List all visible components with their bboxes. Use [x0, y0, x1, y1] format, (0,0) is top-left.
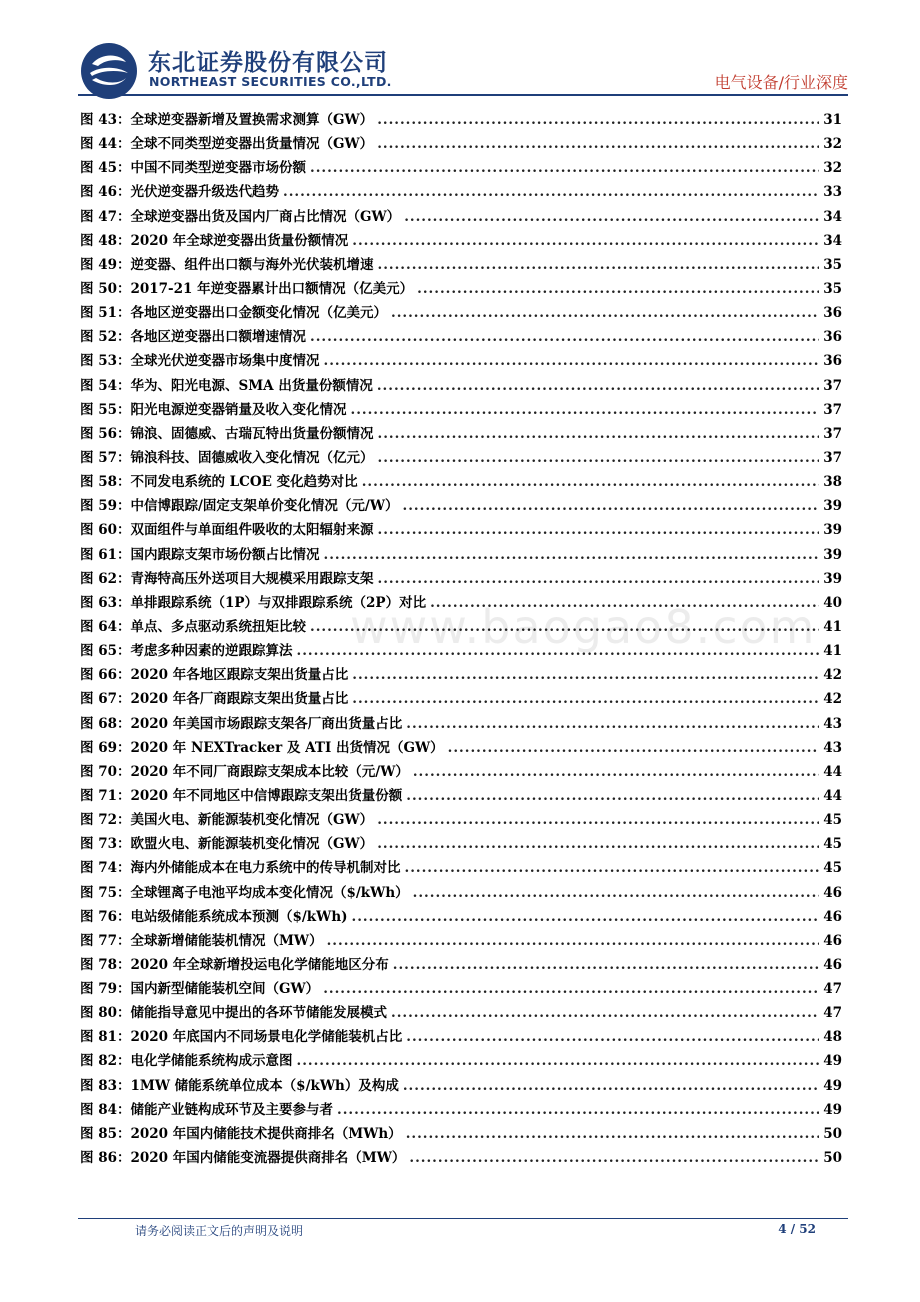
toc-entry-label[interactable]: 图 65：考虑多种因素的逆跟踪算法: [80, 643, 293, 660]
toc-entry-page[interactable]: 32: [823, 160, 842, 177]
toc-entry-page[interactable]: 46: [823, 908, 842, 925]
toc-leader-dots: [377, 108, 819, 132]
toc-leader-dots: [352, 905, 820, 929]
toc-leader-dots: [310, 325, 819, 349]
toc-leader-dots: [430, 591, 819, 615]
toc-entry-label[interactable]: 图 58：不同发电系统的 LCOE 变化趋势对比: [80, 474, 358, 491]
toc-entry-label[interactable]: 图 80：储能指导意见中提出的各环节储能发展模式: [80, 1005, 387, 1022]
toc-leader-dots: [324, 349, 820, 373]
toc-entry[interactable]: [80, 856, 842, 880]
toc-leader-dots: [405, 856, 820, 880]
toc-entry-label[interactable]: 图 56：锦浪、固德威、古瑞瓦特出货量份额情况: [80, 425, 374, 442]
toc-entry-label[interactable]: 图 48：2020 年全球逆变器出货量份额情况: [80, 232, 349, 249]
toc-entry[interactable]: [80, 1098, 842, 1122]
toc-entry-label[interactable]: 图 68：2020 年美国市场跟踪支架各厂商出货量占比: [80, 715, 403, 732]
toc-leader-dots: [323, 977, 819, 1001]
toc-entry[interactable]: [80, 736, 842, 760]
toc-entry-page[interactable]: 50: [823, 1125, 842, 1142]
toc-leader-dots: [310, 156, 819, 180]
toc-entry-label[interactable]: 图 64：单点、多点驱动系统扭矩比较: [80, 618, 306, 635]
toc-leader-dots: [352, 229, 819, 253]
toc-entry[interactable]: [80, 156, 842, 180]
toc-leader-dots: [283, 180, 819, 204]
toc-entry[interactable]: [80, 205, 842, 229]
toc-entry-page[interactable]: 37: [823, 401, 842, 418]
toc-entry-page[interactable]: 47: [823, 1005, 842, 1022]
toc-leader-dots: [377, 832, 819, 856]
toc-entry[interactable]: [80, 518, 842, 542]
toc-entry-page[interactable]: 50: [823, 1150, 842, 1167]
toc-entry[interactable]: [80, 132, 842, 156]
toc-entry-page[interactable]: 45: [823, 836, 842, 853]
toc-leader-dots: [448, 736, 820, 760]
toc-leader-dots: [378, 518, 820, 542]
toc-entry-label[interactable]: 图 55：阳光电源逆变器销量及收入变化情况: [80, 401, 347, 418]
toc-entry[interactable]: [80, 567, 842, 591]
toc-entry-page[interactable]: 39: [823, 498, 842, 515]
toc-entry-label[interactable]: 图 45：中国不同类型逆变器市场份额: [80, 160, 306, 177]
toc-leader-dots: [324, 543, 820, 567]
toc-entry-page[interactable]: 42: [823, 667, 842, 684]
toc-entry[interactable]: [80, 808, 842, 832]
toc-leader-dots: [377, 808, 819, 832]
toc-entry-label[interactable]: 图 50：2017-21 年逆变器累计出口额情况（亿美元）: [80, 280, 414, 297]
toc-entry-label[interactable]: 图 46：光伏逆变器升级迭代趋势: [80, 184, 279, 201]
toc-entry-label[interactable]: 图 61：国内跟踪支架市场份额占比情况: [80, 546, 320, 563]
toc-entry-page[interactable]: 38: [823, 474, 842, 491]
toc-entry[interactable]: [80, 301, 842, 325]
toc-entry-label[interactable]: 图 67：2020 年各厂商跟踪支架出货量占比: [80, 691, 349, 708]
toc-leader-dots: [391, 1001, 819, 1025]
toc-entry-label[interactable]: 图 52：各地区逆变器出口额增速情况: [80, 329, 306, 346]
toc-entry[interactable]: [80, 953, 842, 977]
toc-entry[interactable]: [80, 1001, 842, 1025]
toc-entry[interactable]: [80, 977, 842, 1001]
toc-entry-page[interactable]: 39: [823, 570, 842, 587]
toc-leader-dots: [378, 422, 820, 446]
toc-leader-dots: [378, 253, 820, 277]
toc-entry-label[interactable]: 图 85：2020 年国内储能技术提供商排名（MWh）: [80, 1125, 402, 1142]
toc-entry-label[interactable]: 图 86：2020 年国内储能变流器提供商排名（MW）: [80, 1150, 406, 1167]
toc-leader-dots: [377, 374, 819, 398]
toc-leader-dots: [378, 446, 820, 470]
toc-leader-dots: [327, 929, 820, 953]
toc-leader-dots: [403, 494, 820, 518]
company-name-en: NORTHEAST SECURITIES CO.,LTD.: [149, 74, 392, 89]
toc-entry-label[interactable]: 图 77：全球新增储能装机情况（MW）: [80, 932, 323, 949]
toc-entry-label[interactable]: 图 73：欧盟火电、新能源装机变化情况（GW）: [80, 836, 374, 853]
toc-entry-page[interactable]: 34: [823, 208, 842, 225]
toc-entry[interactable]: [80, 374, 842, 398]
toc-entry-label[interactable]: 图 66：2020 年各地区跟踪支架出货量占比: [80, 667, 349, 684]
toc-entry[interactable]: [80, 905, 842, 929]
toc-entry[interactable]: [80, 1146, 842, 1170]
toc-entry[interactable]: [80, 229, 842, 253]
toc-entry-label[interactable]: 图 54：华为、阳光电源、SMA 出货量份额情况: [80, 377, 373, 394]
toc-leader-dots: [310, 615, 819, 639]
toc-leader-dots: [413, 760, 819, 784]
toc-entry[interactable]: [80, 325, 842, 349]
toc-leader-dots: [406, 1025, 819, 1049]
section-label: 电气设备/行业深度: [714, 73, 848, 92]
toc-entry[interactable]: [80, 1122, 842, 1146]
toc-entry-page[interactable]: 48: [823, 1029, 842, 1046]
toc-entry-label[interactable]: 图 51：各地区逆变器出口金额变化情况（亿美元）: [80, 305, 387, 322]
toc-entry-page[interactable]: 43: [823, 715, 842, 732]
toc-entry-label[interactable]: 图 79：国内新型储能装机空间（GW）: [80, 981, 320, 998]
toc-leader-dots: [337, 1098, 819, 1122]
page-header: [0, 0, 920, 100]
toc-entry-label[interactable]: 图 63：单排跟踪系统（1P）与双排跟踪系统（2P）对比: [80, 594, 427, 611]
toc-entry[interactable]: [80, 1049, 842, 1073]
toc-leader-dots: [297, 639, 820, 663]
toc-entry[interactable]: [80, 494, 842, 518]
toc-leader-dots: [409, 1146, 819, 1170]
toc-entry-page[interactable]: 44: [823, 763, 842, 780]
toc-entry[interactable]: [80, 712, 842, 736]
toc-entry-page[interactable]: 32: [823, 136, 842, 153]
toc-entry[interactable]: [80, 543, 842, 567]
toc-entry-page[interactable]: 35: [823, 280, 842, 297]
toc-leader-dots: [413, 881, 820, 905]
toc-entry-label[interactable]: 图 49：逆变器、组件出口额与海外光伏装机增速: [80, 256, 374, 273]
toc-entry-page[interactable]: 49: [823, 1077, 842, 1094]
figure-list: [80, 108, 842, 1170]
toc-entry[interactable]: [80, 349, 842, 373]
toc-entry-label[interactable]: 图 69：2020 年 NEXTracker 及 ATI 出货情况（GW）: [80, 739, 444, 756]
toc-entry-page[interactable]: 33: [823, 184, 842, 201]
toc-entry-page[interactable]: 37: [823, 377, 842, 394]
toc-entry-page[interactable]: 36: [823, 305, 842, 322]
toc-entry[interactable]: [80, 180, 842, 204]
toc-entry-label[interactable]: 图 62：青海特高压外送项目大规模采用跟踪支架: [80, 570, 374, 587]
toc-entry-page[interactable]: 36: [823, 353, 842, 370]
toc-entry-label[interactable]: 图 47：全球逆变器出货及国内厂商占比情况（GW）: [80, 208, 401, 225]
toc-entry-page[interactable]: 49: [823, 1053, 842, 1070]
toc-entry[interactable]: [80, 446, 842, 470]
toc-entry[interactable]: [80, 422, 842, 446]
toc-entry-label[interactable]: 图 57：锦浪科技、固德威收入变化情况（亿元）: [80, 449, 374, 466]
toc-leader-dots: [391, 301, 819, 325]
toc-entry[interactable]: [80, 1025, 842, 1049]
toc-leader-dots: [352, 663, 819, 687]
toc-entry-page[interactable]: 49: [823, 1101, 842, 1118]
toc-entry-label[interactable]: 图 44：全球不同类型逆变器出货量情况（GW）: [80, 136, 374, 153]
toc-entry-label[interactable]: 图 83：1MW 储能系统单位成本（$/kWh）及构成: [80, 1077, 399, 1094]
toc-entry-page[interactable]: 36: [823, 329, 842, 346]
toc-entry-page[interactable]: 46: [823, 956, 842, 973]
company-name-cn: 东北证券股份有限公司: [148, 50, 388, 76]
toc-leader-dots: [404, 205, 819, 229]
toc-entry-page[interactable]: 35: [823, 256, 842, 273]
watermark: www.baogao8.com: [350, 600, 817, 654]
toc-entry-label[interactable]: 图 81：2020 年底国内不同场景电化学储能装机占比: [80, 1029, 403, 1046]
toc-entry-page[interactable]: 34: [823, 232, 842, 249]
toc-entry-label[interactable]: 图 78：2020 年全球新增投运电化学储能地区分布: [80, 956, 389, 973]
toc-entry-label[interactable]: 图 74：海内外储能成本在电力系统中的传导机制对比: [80, 860, 401, 877]
toc-entry-label[interactable]: 图 82：电化学储能系统构成示意图: [80, 1053, 293, 1070]
toc-entry-label[interactable]: 图 71：2020 年不同地区中信博跟踪支架出货量份额: [80, 787, 403, 804]
toc-entry-label[interactable]: 图 84：储能产业链构成环节及主要参与者: [80, 1101, 333, 1118]
toc-entry[interactable]: [80, 760, 842, 784]
toc-entry-page[interactable]: 39: [823, 522, 842, 539]
toc-entry[interactable]: [80, 687, 842, 711]
toc-entry-label[interactable]: 图 72：美国火电、新能源装机变化情况（GW）: [80, 812, 374, 829]
toc-leader-dots: [417, 277, 819, 301]
toc-entry[interactable]: [80, 639, 842, 663]
toc-entry[interactable]: [80, 277, 842, 301]
toc-leader-dots: [297, 1049, 820, 1073]
header-divider: [78, 94, 848, 96]
toc-entry-page[interactable]: 45: [823, 860, 842, 877]
company-logo-icon: [80, 42, 138, 100]
toc-entry[interactable]: [80, 591, 842, 615]
toc-entry[interactable]: [80, 663, 842, 687]
toc-entry[interactable]: [80, 881, 842, 905]
toc-leader-dots: [352, 687, 819, 711]
toc-leader-dots: [406, 784, 819, 808]
footer-divider: [78, 1218, 848, 1219]
toc-entry-page[interactable]: 43: [823, 739, 842, 756]
toc-entry-page[interactable]: 41: [823, 643, 842, 660]
toc-leader-dots: [403, 1074, 819, 1098]
toc-entry-page[interactable]: 31: [823, 112, 842, 128]
toc-entry[interactable]: [80, 470, 842, 494]
toc-entry-label[interactable]: 图 76：电站级储能系统成本预测（$/kWh): [80, 908, 348, 925]
toc-entry[interactable]: [80, 929, 842, 953]
toc-entry-label[interactable]: 图 75：全球锂离子电池平均成本变化情况（$/kWh）: [80, 884, 409, 901]
toc-entry-page[interactable]: 37: [823, 449, 842, 466]
toc-leader-dots: [377, 132, 819, 156]
toc-entry-page[interactable]: 37: [823, 425, 842, 442]
footer-disclaimer: 请务必阅读正文后的声明及说明: [135, 1224, 304, 1238]
toc-entry-page[interactable]: 46: [823, 884, 842, 901]
toc-entry[interactable]: [80, 108, 842, 132]
toc-entry-page[interactable]: 45: [823, 812, 842, 829]
toc-entry[interactable]: [80, 253, 842, 277]
toc-entry[interactable]: [80, 1074, 842, 1098]
toc-entry[interactable]: [80, 398, 842, 422]
toc-leader-dots: [406, 712, 819, 736]
toc-entry-page[interactable]: 44: [823, 787, 842, 804]
toc-entry[interactable]: [80, 615, 842, 639]
toc-entry-page[interactable]: 41: [823, 618, 842, 635]
toc-entry-page[interactable]: 47: [823, 981, 842, 998]
toc-entry-page[interactable]: 46: [823, 932, 842, 949]
toc-leader-dots: [393, 953, 819, 977]
toc-entry-label[interactable]: 图 59：中信博跟踪/固定支架单价变化情况（元/W）: [80, 498, 399, 515]
toc-entry-label[interactable]: 图 43：全球逆变器新增及置换需求测算（GW）: [80, 112, 374, 128]
toc-entry-label[interactable]: 图 53：全球光伏逆变器市场集中度情况: [80, 353, 320, 370]
toc-leader-dots: [362, 470, 820, 494]
toc-leader-dots: [378, 567, 820, 591]
toc-leader-dots: [351, 398, 820, 422]
toc-entry-label[interactable]: 图 60：双面组件与单面组件吸收的太阳辐射来源: [80, 522, 374, 539]
toc-leader-dots: [406, 1122, 820, 1146]
toc-entry-page[interactable]: 40: [823, 594, 842, 611]
toc-entry-page[interactable]: 39: [823, 546, 842, 563]
toc-entry-label[interactable]: 图 70：2020 年不同厂商跟踪支架成本比较（元/W）: [80, 763, 409, 780]
toc-entry[interactable]: [80, 832, 842, 856]
page-number: 4 / 52: [778, 1222, 816, 1236]
toc-entry[interactable]: [80, 784, 842, 808]
toc-entry-page[interactable]: 42: [823, 691, 842, 708]
